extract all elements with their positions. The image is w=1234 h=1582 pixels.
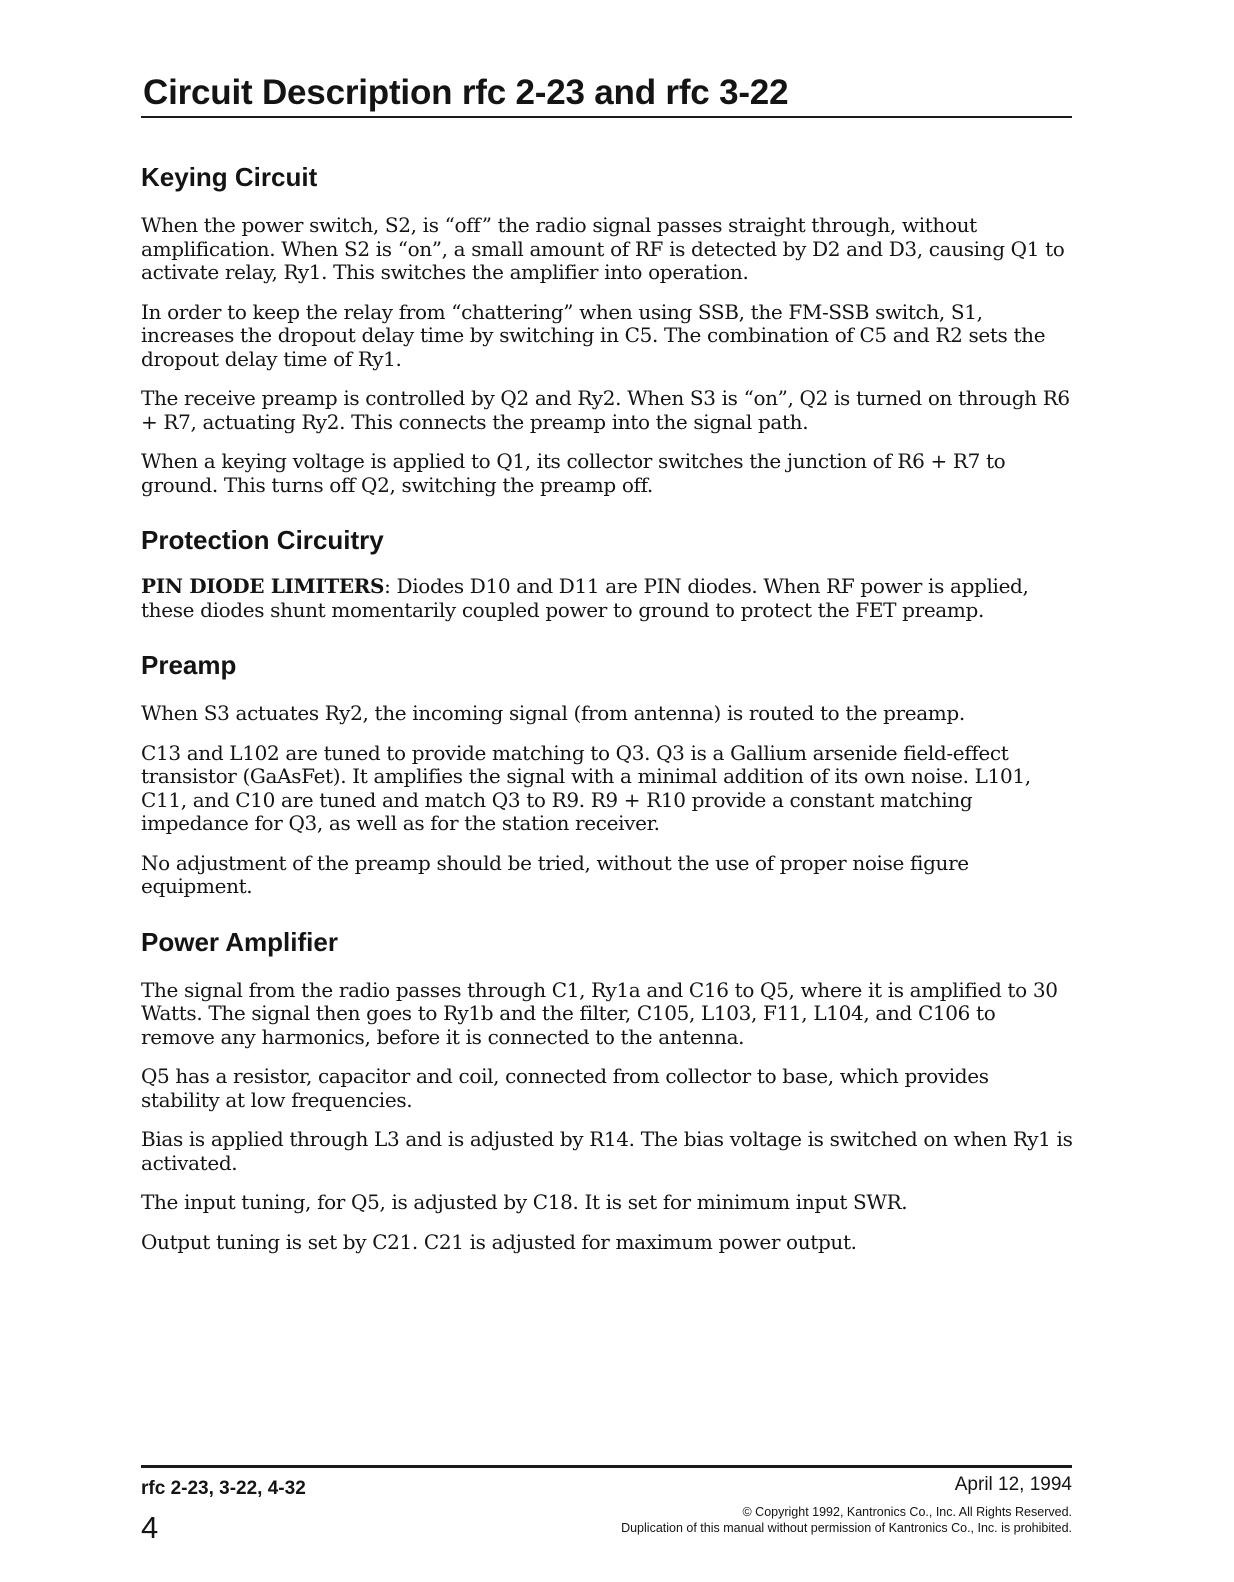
- section-heading: Protection Circuitry: [141, 525, 384, 555]
- paragraph-text: In order to keep the relay from “chattering” when using SSB, the FM-SSB switch, S1, increases the dropout delay time by switching in C5. The combination of C5 and R2 sets the dropout delay time of Ry1.: [141, 299, 1046, 371]
- paragraph: [141, 852, 1073, 899]
- section-power-amplifier: [141, 925, 1073, 1255]
- paragraph-text: When a keying voltage is applied to Q1, its collector switches the junction of R6 + R7 to ground. This turns off Q2, switching the preamp off.: [141, 449, 1006, 497]
- paragraph: [141, 1231, 1073, 1255]
- paragraph-lead: PIN DIODE LIMITERS: [141, 574, 385, 598]
- paragraph: [141, 1191, 1073, 1215]
- paragraph: [141, 575, 1073, 622]
- paragraph-text: The receive preamp is controlled by Q2 and Ry2. When S3 is “on”, Q2 is turned on through R6 + R7, actuating Ry2. This connects the preamp into the signal path.: [141, 386, 1070, 434]
- footer-info: [621, 1472, 1072, 1536]
- title-divider: [141, 116, 1072, 118]
- section-protection-circuitry: [141, 523, 1073, 622]
- footer-date: April 12, 1994: [954, 1474, 1072, 1495]
- paragraph-text: The signal from the radio passes through C1, Ry1a and C16 to Q5, where it is amplified to 30 Watts. The signal then goes to Ry1b and the filter, C105, L103, F11, L104, and C106 to remove any harmonics, before it is connected to the antenna.: [141, 977, 1058, 1049]
- paragraph: [141, 450, 1073, 497]
- footer-copyright: © Copyright 1992, Kantronics Co., Inc. All Rights Reserved.: [742, 1505, 1072, 1519]
- paragraph-text: Output tuning is set by C21. C21 is adjusted for maximum power output.: [141, 1229, 857, 1254]
- footer-models: rfc 2-23, 3-22, 4-32: [141, 1478, 306, 1499]
- paragraph-text: The input tuning, for Q5, is adjusted by C18. It is set for minimum input SWR.: [141, 1190, 908, 1214]
- paragraph-text: When S3 actuates Ry2, the incoming signal (from antenna) is routed to the preamp.: [141, 701, 965, 725]
- footer-notice: Duplication of this manual without permission of Kantronics Co., Inc. is prohibited.: [621, 1521, 1072, 1535]
- paragraph: [141, 1128, 1073, 1175]
- footer-divider: [141, 1465, 1072, 1468]
- page-number: 4: [141, 1510, 159, 1545]
- paragraph: [141, 702, 1073, 726]
- paragraph-text: No adjustment of the preamp should be tried, without the use of proper noise figure equipment.: [141, 850, 969, 898]
- paragraph-text: Q5 has a resistor, capacitor and coil, connected from collector to base, which provides stability at low frequencies.: [141, 1064, 989, 1112]
- paragraph: [141, 301, 1073, 372]
- paragraph-text: Bias is applied through L3 and is adjusted by R14. The bias voltage is switched on when Ry1 is activated.: [141, 1127, 1073, 1175]
- page-title: Circuit Description rfc 2-23 and rfc 3-22: [143, 73, 789, 112]
- section-heading: Keying Circuit: [141, 162, 318, 192]
- paragraph: [141, 1065, 1073, 1112]
- paragraph: [141, 742, 1073, 836]
- section-preamp: [141, 648, 1073, 899]
- paragraph-text: C13 and L102 are tuned to provide matching to Q3. Q3 is a Gallium arsenide field-effect transistor (GaAsFet). It amplifies the signal with a minimal addition of its own noise. L101, C11, and C10 are tuned and match Q3 to R9. R9 + R10 provide a constant matching impedance for Q3, as well as for the station receiver.: [141, 740, 1031, 835]
- paragraph: [141, 387, 1073, 434]
- section-heading: Power Amplifier: [141, 926, 338, 957]
- paragraph: [141, 979, 1073, 1050]
- section-heading: Preamp: [141, 650, 237, 680]
- paragraph: [141, 214, 1073, 285]
- document-body: [141, 160, 1073, 1254]
- paragraph-text: When the power switch, S2, is “off” the radio signal passes straight through, without amplification. When S2 is “on”, a small amount of RF is detected by D2 and D3, causing Q1 to activate relay, Ry1. This switches the amplifier into operation.: [141, 213, 1065, 284]
- section-keying-circuit: [141, 160, 1073, 497]
- paragraph-text: : Diodes D10 and D11 are PIN diodes. When RF power is applied, these diodes shunt momentarily coupled power to ground to protect the FET preamp.: [141, 574, 1029, 622]
